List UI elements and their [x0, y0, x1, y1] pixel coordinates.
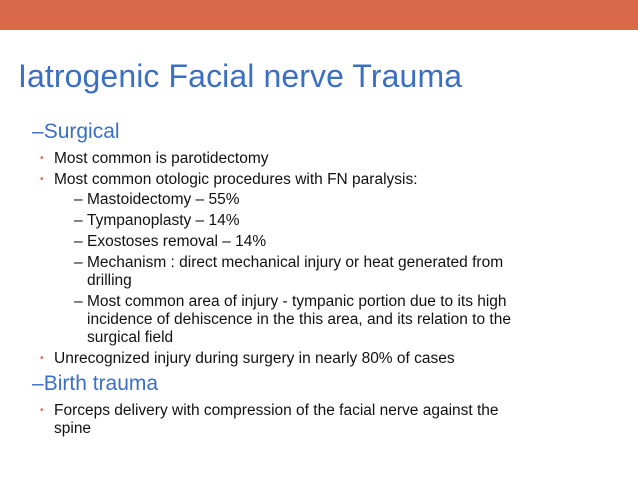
sub-item-text: Most common area of injury - tympanic portion due to its high	[87, 293, 507, 310]
dash-marker: –	[32, 120, 44, 143]
bullet-text: Most common is parotidectomy	[54, 150, 269, 167]
bullet-text: Most common otologic procedures with FN paralysis:	[54, 171, 418, 188]
dash-marker: –	[74, 254, 83, 271]
section-heading-text: Birth trauma	[43, 372, 159, 395]
bullet-text: Unrecognized injury during surgery in nearly 80% of cases	[54, 350, 455, 367]
slide-header-bar	[0, 0, 638, 30]
section-heading-birth-trauma	[32, 372, 158, 396]
bullet-icon: •	[40, 353, 44, 364]
bullet-icon: •	[40, 405, 44, 416]
dash-marker: –	[74, 293, 83, 310]
dash-marker: –	[74, 212, 83, 229]
sub-item-text: Exostoses removal – 14%	[87, 233, 267, 250]
bullet-icon: •	[40, 153, 44, 164]
dash-marker: –	[32, 372, 44, 395]
sub-item-text: drilling	[87, 272, 132, 289]
bullet-text: Forceps delivery with compression of the facial nerve against the	[54, 402, 499, 419]
section-heading-surgical	[32, 120, 120, 144]
bullet-icon: •	[40, 174, 44, 185]
dash-marker: –	[74, 191, 83, 208]
dash-marker: –	[74, 233, 83, 250]
sub-item-text: Tympanoplasty – 14%	[87, 212, 240, 229]
sub-item-text: Mechanism : direct mechanical injury or heat generated from	[87, 254, 504, 271]
sub-item-text: Mastoidectomy – 55%	[87, 191, 240, 208]
section-heading-text: Surgical	[43, 120, 120, 143]
bullet-text: spine	[54, 420, 92, 437]
sub-item-text: surgical field	[87, 329, 174, 346]
slide-title: Iatrogenic Facial nerve Trauma	[18, 58, 463, 94]
sub-item-text: incidence of dehiscence in the this area, and its relation to the	[87, 311, 511, 328]
